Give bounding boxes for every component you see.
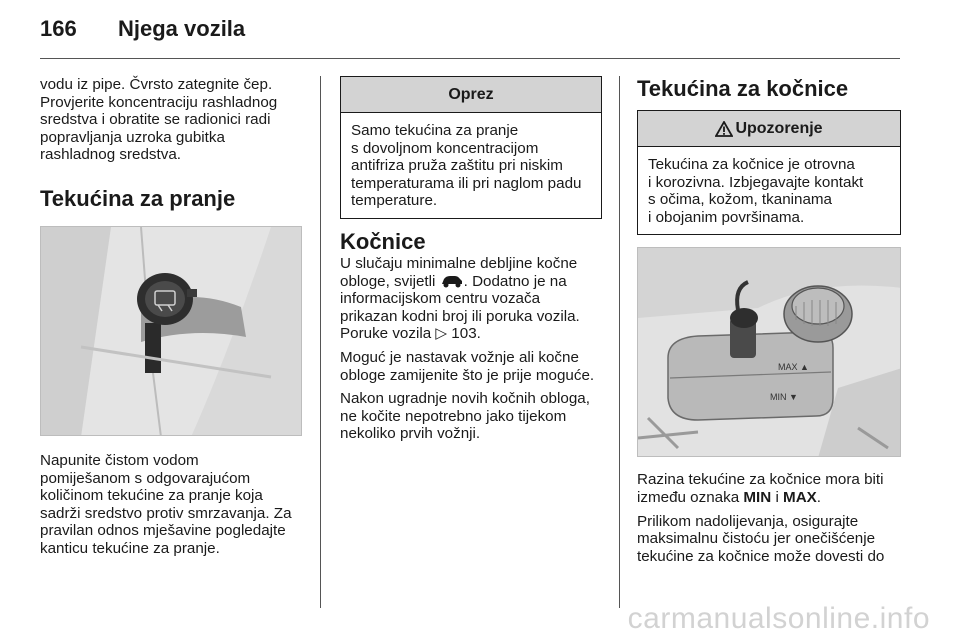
warning-title: Upozorenje [735, 119, 823, 137]
min-mark-label: MIN ▼ [770, 392, 798, 403]
page-reference-icon: ▷ [435, 325, 452, 343]
column-divider-1 [320, 76, 321, 608]
new-brake-linings-text: Nakon ugradnje novih kočnih obloga, ne kočite nepotrebno jako tijekom nekoliko prvih vožnji. [340, 390, 590, 443]
sentence-end: . [816, 488, 822, 506]
column-1 [40, 76, 302, 564]
washer-fluid-heading: Tekućina za pranje [40, 185, 236, 211]
conjunction: i [771, 488, 784, 506]
max-label: MAX [783, 488, 817, 506]
page-number: 166 [40, 16, 77, 41]
brake-lining-text-part1: U slučaju minimalne debljine kočne obloge, svijetli [340, 254, 578, 290]
washer-reservoir-illustration [40, 226, 302, 436]
min-label: MIN [743, 488, 772, 506]
column-divider-2 [619, 76, 620, 608]
caution-text: Samo tekućina za pranje s dovoljnom koncentracijom antifriza pruža zaštitu pri niskim temperaturama ili pri naglom padu temperature. [351, 122, 582, 210]
warning-triangle-icon [715, 121, 733, 137]
vehicle-messages-page-ref[interactable]: 103. [451, 325, 481, 343]
topping-up-text: Prilikom nadolijevanja, osigurajte maksimalnu čistoću jer onečišćenje tekućine za kočnice može dovesti do [637, 512, 885, 565]
page-header [40, 16, 245, 50]
brake-fluid-reservoir-drawing [638, 248, 901, 457]
warning-text: Tekućina za kočnice je otrovna i korozivna. Izbjegavajte kontakt s očima, kožom, tkaninama i obojanim površinama. [648, 156, 864, 226]
watermark: carmanualsonline.info [627, 602, 930, 635]
brake-lining-text-part2: . Dodatno je na informacijskom centru vozača prikazan kodni broj ili poruka vozila. Poruke vozila [340, 272, 580, 343]
caution-box [340, 76, 602, 219]
brake-fluid-heading: Tekućina za kočnice [637, 76, 849, 101]
chapter-title: Njega vozila [118, 16, 246, 41]
washer-fluid-instructions: Napunite čistom vodom pomiješanom s odgovarajućom količinom tekućine za pranje koja sadrži sredstvo protiv smrzavanja. Za pravilan odnos mješavine pogledajte kanticu tekućine za pranje. [40, 451, 292, 557]
header-divider [40, 58, 900, 59]
brake-continue-driving-text: Moguć je nastavak vožnje ali kočne obloge zamijenite što je prije moguće. [340, 348, 595, 384]
brakes-heading: Kočnice [340, 228, 426, 254]
warning-header [638, 111, 900, 147]
column-2 [340, 76, 602, 449]
column-3 [637, 76, 901, 571]
brake-fluid-level-text-part1: Razina tekućine za kočnice mora biti između oznaka [637, 471, 884, 506]
brake-fluid-reservoir-illustration [637, 247, 901, 457]
brake-lining-text [340, 255, 602, 343]
max-mark-label: MAX ▲ [778, 362, 809, 373]
brake-fluid-level-text [637, 471, 901, 506]
washer-reservoir-drawing [41, 227, 302, 436]
caution-title: Oprez [341, 77, 601, 113]
coolant-continuation-text: vodu iz pipe. Čvrsto zategnite čep. Provjerite koncentraciju rashladnog sredstva i obratite se radionici radi popravljanja uzroka gubitka rashladnog sredstva. [40, 76, 278, 164]
warning-box [637, 110, 901, 235]
brake-warning-car-icon [440, 274, 464, 288]
